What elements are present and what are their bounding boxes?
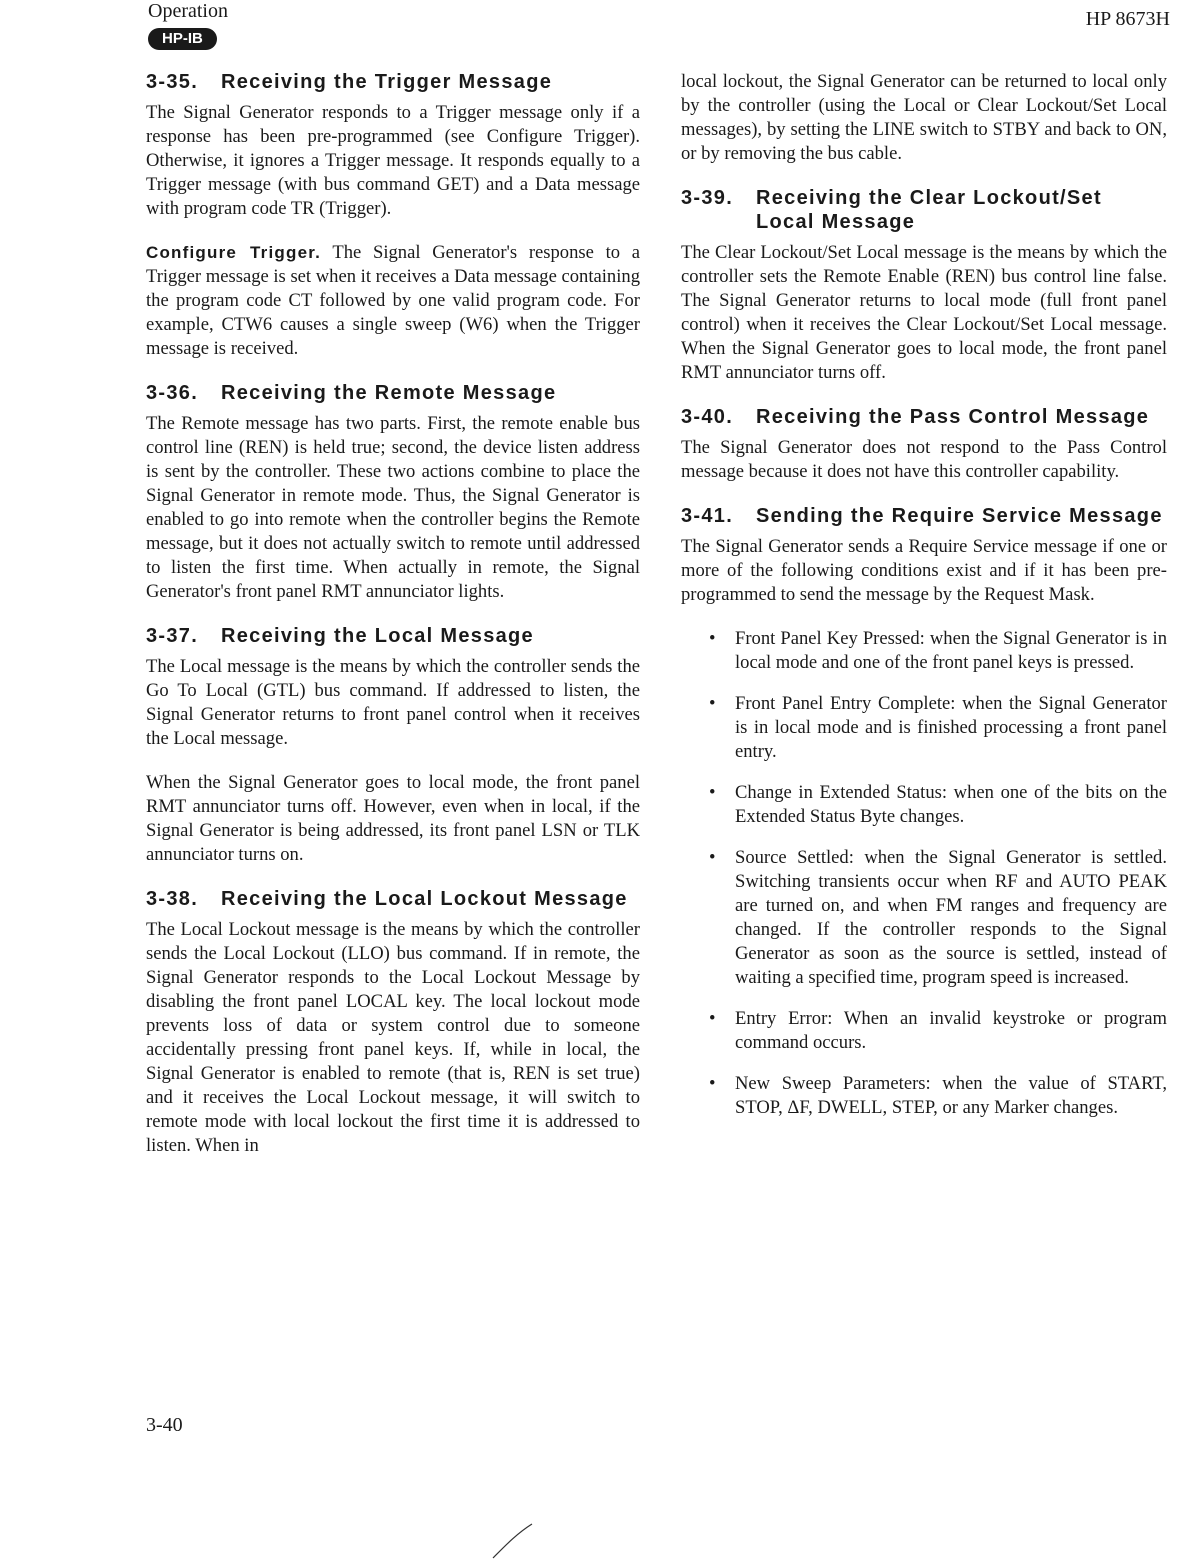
list-item: • Change in Extended Status: when one of the bits on the Extended Status Byte changes. (709, 782, 1167, 827)
runin-heading: Configure Trigger. (146, 243, 322, 262)
list-item: • Source Settled: when the Signal Generator is settled. Switching transients occur when RF and AUTO PEAK are turned on, and when FM ranges and frequency are changed. If the controller responds to the Signal Generator as soon as the source is settled, instead of waiting a specified time, program speed is increased. (709, 847, 1167, 988)
paragraph-configure-trigger (146, 241, 640, 361)
section-heading-3-41 (681, 504, 1167, 528)
list-item: • Front Panel Entry Complete: when the Signal Generator is in local mode and is finished processing a front panel entry. (709, 693, 1167, 762)
section-heading-3-35 (146, 70, 640, 94)
bullet-icon: • (709, 847, 716, 868)
paragraph: The Signal Generator responds to a Trigger message only if a response has been pre-programmed (see Configure Trigger). Otherwise, it ignores a Trigger message. It responds equally to a Trigger message (with bus command GET) and a Data message with program code TR (Trigger). (146, 102, 640, 219)
section-heading-3-37 (146, 624, 640, 648)
section-title: Receiving the Local Lockout Message (221, 888, 628, 910)
model-number: HP 8673H (1085, 8, 1170, 30)
section-title: Receiving the Clear Lockout/Set Local Message (756, 187, 1102, 233)
section-heading-3-38 (146, 887, 640, 911)
section-name: Operation (148, 0, 228, 22)
section-title: Receiving the Trigger Message (221, 71, 553, 93)
left-column (146, 70, 640, 1178)
paragraph: The Clear Lockout/Set Local message is the means by which the controller sets the Remote Enable (REN) bus control line false. The Signal Generator returns to local mode (full front panel control) when it receives the Clear Lockout/Set Local message. When the Signal Generator goes to local mode, the front panel RMT annunciator turns off. (681, 242, 1167, 383)
section-title: Receiving the Local Message (221, 625, 534, 647)
paragraph: The Remote message has two parts. First, the remote enable bus control line (REN) is held true; second, the device listen address is sent by the controller. These two actions combine to place the Signal Generator in remote mode. Thus, the Signal Generator is enabled to go into remote when the controller begins the Remote message, but it does not actually switch to remote until addressed to listen the first time. When actually in remote, the Signal Generator's front panel RMT annunciator lights. (146, 413, 640, 602)
paragraph: The Local message is the means by which the controller sends the Go To Local (GTL) bus command. If addressed to listen, the Signal Generator returns to front panel control when it receives the Local message. (146, 656, 640, 749)
section-heading-3-40 (681, 405, 1167, 429)
section-number: 3-40. (681, 406, 734, 428)
bullet-icon: • (709, 628, 716, 649)
section-title: Receiving the Remote Message (221, 382, 557, 404)
section-heading-3-39 (681, 186, 1167, 234)
paragraph-continuation: local lockout, the Signal Generator can be returned to local only by the controller (using the Local or Clear Lockout/Set Local messages), by setting the LINE switch to STBY and back to ON, or by removing the bus cable. (681, 71, 1167, 164)
page-number: 3-40 (146, 1414, 183, 1436)
section-number: 3-41. (681, 505, 734, 527)
hp-ib-badge: HP-IB (148, 28, 217, 50)
section-number: 3-38. (146, 888, 199, 910)
bullet-icon: • (709, 1073, 716, 1094)
section-number: 3-39. (681, 187, 734, 209)
bullet-icon: • (709, 693, 716, 714)
list-item: • Entry Error: When an invalid keystroke or program command occurs. (709, 1008, 1167, 1053)
paragraph: The Local Lockout message is the means by which the controller sends the Local Lockout (LLO) bus command. If in remote, the Signal Generator responds to the Local Lockout Message by disabling the front panel LOCAL key. The local lockout mode prevents loss of data or system control due to someone accidentally pressing front panel keys. If, while in local, the Signal Generator is enabled to remote (that is, REN is set true) and it receives the Local Lockout message, it will switch to remote mode with local lockout the first time it is addressed to listen. When in (146, 919, 640, 1156)
condition-list (681, 627, 1167, 1120)
section-heading-3-36 (146, 381, 640, 405)
right-column (681, 70, 1167, 1137)
bullet-icon: • (709, 1008, 716, 1029)
paragraph: When the Signal Generator goes to local mode, the front panel RMT annunciator turns off. However, even when in local, if the Signal Generator is being addressed, its front panel LSN or TLK annunciator turns on. (146, 772, 640, 865)
section-number: 3-37. (146, 625, 199, 647)
section-number: 3-36. (146, 382, 199, 404)
pen-mark-icon (488, 1520, 538, 1560)
paragraph: The Signal Generator does not respond to the Pass Control message because it does not have this controller capability. (681, 437, 1167, 482)
section-number: 3-35. (146, 71, 199, 93)
section-title: Sending the Require Service Message (756, 505, 1163, 527)
paragraph-text: The Signal Generator's response to a Trigger message is set when it receives a Data message containing the program code CT followed by one valid program code. For example, CTW6 causes a single sweep (W6) when the Trigger message is received. (146, 242, 640, 359)
section-title: Receiving the Pass Control Message (756, 406, 1150, 428)
list-item: • Front Panel Key Pressed: when the Signal Generator is in local mode and one of the front panel keys is pressed. (709, 628, 1167, 673)
page-header-left (148, 0, 348, 50)
list-item: • New Sweep Parameters: when the value of START, STOP, ΔF, DWELL, STEP, or any Marker changes. (709, 1073, 1167, 1118)
bullet-icon: • (709, 782, 716, 803)
paragraph: The Signal Generator sends a Require Service message if one or more of the following conditions exist and if it has been pre-programmed to send the message by the Request Mask. (681, 536, 1167, 605)
